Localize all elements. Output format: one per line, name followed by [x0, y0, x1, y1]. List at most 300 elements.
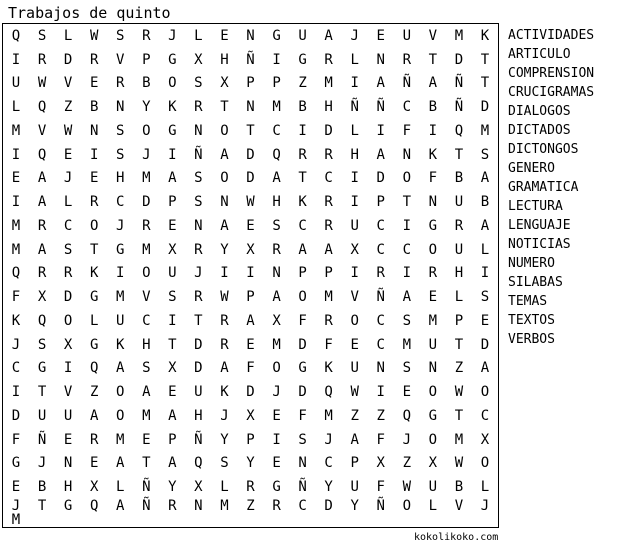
grid-cell: M: [272, 99, 281, 116]
grid-cell: X: [168, 241, 177, 258]
grid-cell: D: [11, 407, 21, 424]
grid-cell: D: [194, 360, 203, 377]
letter-grid: [3, 24, 498, 527]
grid-cell: I: [376, 384, 385, 401]
grid-cell: B: [454, 170, 464, 187]
grid-cell: Y: [220, 241, 229, 258]
grid-cell: U: [11, 75, 21, 92]
grid-cell: J: [11, 498, 21, 514]
grid-cell: A: [246, 312, 255, 329]
grid-cell: T: [142, 455, 151, 472]
grid-cell: U: [402, 27, 412, 44]
grid-cell: P: [376, 194, 385, 211]
grid-cell: L: [63, 194, 73, 211]
grid-cell: I: [168, 146, 177, 163]
grid-cell: F: [376, 431, 385, 448]
word-list-item: GENERO: [508, 161, 555, 176]
grid-cell: Q: [89, 360, 99, 377]
grid-cell: R: [428, 265, 438, 282]
grid-cell: D: [246, 146, 255, 163]
grid-cell: Ñ: [37, 431, 47, 448]
grid-cell: E: [480, 312, 490, 329]
grid-cell: J: [480, 498, 490, 514]
grid-cell: R: [298, 146, 307, 163]
grid-cell: E: [11, 170, 21, 187]
grid-cell: E: [11, 479, 21, 496]
grid-cell: I: [11, 194, 21, 211]
word-list-item: NOTICIAS: [508, 237, 571, 252]
word-list-item: SILABAS: [508, 275, 563, 290]
grid-cell: N: [116, 99, 125, 116]
grid-cell: U: [350, 479, 359, 496]
grid-cell: G: [89, 289, 99, 306]
grid-cell: O: [142, 122, 151, 139]
puzzle-title: Trabajos de quinto: [8, 4, 171, 22]
grid-cell: I: [298, 122, 307, 139]
grid-cell: O: [428, 384, 438, 401]
word-list-item: VERBOS: [508, 332, 555, 347]
grid-cell: D: [246, 170, 255, 187]
grid-cell: C: [116, 194, 125, 211]
grid-cell: G: [168, 122, 177, 139]
grid-cell: A: [220, 360, 229, 377]
grid-cell: D: [324, 498, 333, 514]
grid-cell: Y: [220, 431, 229, 448]
grid-cell: R: [37, 265, 47, 282]
grid-cell: F: [428, 170, 438, 187]
grid-cell: Y: [168, 479, 177, 496]
grid-cell: X: [246, 407, 255, 424]
grid-cell: K: [428, 146, 438, 163]
grid-cell: N: [220, 194, 229, 211]
grid-cell: O: [89, 217, 99, 234]
grid-cell: A: [324, 241, 333, 258]
grid-cell: F: [298, 407, 307, 424]
grid-cell: M: [402, 336, 412, 353]
grid-cell: V: [350, 289, 359, 306]
grid-cell: H: [454, 265, 464, 282]
grid-cell: E: [402, 384, 412, 401]
grid-cell: A: [298, 241, 307, 258]
grid-cell: J: [194, 265, 203, 282]
word-list-item: NUMERO: [508, 256, 555, 271]
grid-cell: H: [350, 146, 359, 163]
grid-cell: A: [480, 170, 490, 187]
grid-cell: I: [350, 75, 359, 92]
grid-cell: A: [480, 360, 490, 377]
grid-cell: E: [350, 336, 359, 353]
grid-cell: O: [116, 407, 125, 424]
word-list-item: LECTURA: [508, 199, 563, 214]
grid-cell: I: [428, 122, 438, 139]
grid-cell: A: [376, 146, 385, 163]
grid-cell: P: [246, 289, 255, 306]
grid-cell: J: [272, 384, 281, 401]
grid-cell: E: [246, 336, 255, 353]
grid-cell: Ñ: [194, 431, 203, 448]
grid-cell: R: [246, 479, 255, 496]
grid-cell: F: [298, 312, 307, 329]
grid-cell: I: [480, 265, 490, 282]
grid-cell: R: [324, 51, 333, 68]
grid-cell: V: [37, 122, 47, 139]
grid-cell: D: [480, 99, 490, 116]
grid-cell: U: [116, 312, 125, 329]
grid-cell: C: [376, 241, 385, 258]
grid-cell: A: [402, 289, 412, 306]
grid-cell: K: [298, 194, 307, 211]
grid-cell: E: [220, 27, 229, 44]
grid-cell: M: [142, 241, 151, 258]
grid-cell: B: [480, 194, 490, 211]
grid-cell: Q: [37, 312, 47, 329]
word-list-item: COMPRENSION: [508, 66, 595, 81]
grid-cell: G: [168, 51, 177, 68]
grid-cell: O: [272, 360, 281, 377]
grid-cell: W: [402, 479, 412, 496]
grid-cell: Ñ: [376, 289, 385, 306]
grid-cell: M: [324, 289, 333, 306]
grid-cell: E: [89, 75, 99, 92]
grid-cell: N: [194, 498, 203, 514]
grid-cell: H: [116, 170, 125, 187]
grid-cell: V: [63, 384, 73, 401]
grid-cell: R: [194, 289, 203, 306]
grid-cell: N: [246, 27, 255, 44]
grid-cell: Z: [376, 407, 385, 424]
grid-cell: A: [37, 194, 47, 211]
grid-cell: L: [350, 51, 359, 68]
grid-cell: K: [480, 27, 490, 44]
grid-cell: O: [402, 170, 412, 187]
grid-cell: A: [142, 384, 151, 401]
grid-cell: P: [142, 51, 151, 68]
word-list-item: DICTONGOS: [508, 142, 579, 157]
grid-cell: S: [37, 336, 47, 353]
grid-cell: G: [272, 27, 281, 44]
grid-cell: L: [480, 479, 490, 496]
grid-cell: A: [116, 360, 125, 377]
grid-cell: R: [89, 431, 99, 448]
grid-cell: F: [11, 431, 21, 448]
grid-cell: Q: [272, 146, 281, 163]
grid-cell: I: [402, 217, 412, 234]
grid-cell: O: [220, 122, 229, 139]
grid-cell: H: [63, 479, 73, 496]
grid-cell: D: [142, 194, 151, 211]
grid-cell: H: [194, 407, 203, 424]
grid-cell: Z: [89, 384, 99, 401]
grid-cell: R: [272, 498, 281, 514]
grid-cell: E: [246, 217, 255, 234]
grid-cell: D: [376, 170, 385, 187]
grid-cell: J: [324, 431, 333, 448]
grid-cell: R: [37, 217, 47, 234]
grid-cell: R: [324, 217, 333, 234]
grid-cell: I: [350, 170, 359, 187]
grid-cell: N: [194, 217, 203, 234]
grid-cell: T: [298, 170, 307, 187]
grid-cell: L: [89, 312, 99, 329]
grid-cell: K: [89, 265, 99, 282]
grid-cell: F: [324, 336, 333, 353]
grid-cell: C: [376, 312, 385, 329]
grid-cell: S: [298, 431, 307, 448]
grid-cell: Q: [324, 384, 333, 401]
grid-cell: U: [37, 407, 47, 424]
grid-cell: M: [454, 27, 464, 44]
grid-cell: R: [324, 312, 333, 329]
grid-cell: F: [246, 360, 255, 377]
grid-cell: D: [298, 384, 307, 401]
grid-cell: I: [11, 146, 21, 163]
grid-cell: W: [454, 384, 464, 401]
grid-cell: R: [37, 51, 47, 68]
grid-cell: S: [116, 27, 125, 44]
grid-cell: V: [454, 498, 464, 514]
grid-cell: C: [402, 99, 412, 116]
grid-cell: L: [454, 289, 464, 306]
grid-cell: U: [350, 360, 359, 377]
grid-cell: R: [272, 241, 281, 258]
grid-cell: G: [298, 51, 307, 68]
word-list-item: GRAMATICA: [508, 180, 579, 195]
grid-cell: J: [37, 455, 47, 472]
grid-cell: M: [324, 407, 333, 424]
grid-cell: S: [480, 289, 490, 306]
grid-cell: I: [11, 51, 21, 68]
grid-cell: R: [324, 146, 333, 163]
grid-cell: V: [116, 51, 125, 68]
grid-cell: G: [298, 360, 307, 377]
grid-cell: L: [428, 498, 438, 514]
grid-cell: C: [402, 241, 412, 258]
grid-cell: A: [116, 455, 125, 472]
grid-cell: E: [63, 431, 73, 448]
grid-cell: Q: [11, 27, 21, 44]
grid-cell: A: [220, 146, 229, 163]
grid-cell: A: [168, 455, 177, 472]
grid-cell: T: [480, 75, 490, 92]
grid-cell: R: [220, 312, 229, 329]
grid-cell: Z: [454, 360, 464, 377]
grid-cell: M: [480, 122, 490, 139]
grid-cell: X: [376, 455, 385, 472]
grid-cell: K: [168, 99, 177, 116]
grid-cell: G: [428, 217, 438, 234]
grid-cell: L: [11, 99, 21, 116]
grid-cell: S: [116, 146, 125, 163]
grid-cell: Ñ: [194, 146, 203, 163]
grid-cell: O: [116, 384, 125, 401]
grid-cell: Y: [324, 479, 333, 496]
grid-cell: Z: [246, 498, 255, 514]
grid-cell: I: [350, 265, 359, 282]
grid-cell: W: [63, 122, 73, 139]
grid-cell: M: [11, 241, 21, 258]
grid-cell: I: [63, 360, 73, 377]
grid-cell: J: [63, 170, 73, 187]
grid-cell: A: [220, 217, 229, 234]
grid-cell: R: [324, 194, 333, 211]
grid-cell: T: [194, 312, 203, 329]
grid-cell: X: [194, 51, 203, 68]
grid-cell: E: [142, 431, 151, 448]
grid-cell: Ñ: [142, 479, 151, 496]
grid-cell: O: [168, 75, 177, 92]
grid-cell: J: [168, 27, 177, 44]
grid-cell: S: [37, 27, 47, 44]
grid-cell: U: [428, 336, 438, 353]
grid-cell: R: [376, 265, 385, 282]
grid-cell: C: [376, 217, 385, 234]
grid-cell: X: [220, 75, 229, 92]
grid-cell: R: [220, 336, 229, 353]
grid-cell: R: [194, 241, 203, 258]
grid-cell: U: [298, 27, 307, 44]
grid-cell: K: [324, 360, 333, 377]
grid-cell: B: [142, 75, 151, 92]
grid-cell: A: [116, 498, 125, 514]
word-list-item: LENGUAJE: [508, 218, 571, 233]
word-list-item: DIALOGOS: [508, 104, 571, 119]
grid-cell: L: [480, 241, 490, 258]
grid-cell: N: [89, 122, 99, 139]
grid-cell: N: [376, 51, 385, 68]
grid-cell: C: [142, 312, 151, 329]
grid-cell: T: [454, 336, 464, 353]
grid-cell: Z: [298, 75, 307, 92]
grid-cell: M: [11, 122, 21, 139]
grid-cell: O: [142, 265, 151, 282]
grid-cell: N: [63, 455, 73, 472]
grid-cell: S: [194, 194, 203, 211]
grid-cell: P: [272, 75, 281, 92]
grid-cell: G: [63, 498, 73, 514]
grid-cell: P: [298, 265, 307, 282]
grid-cell: R: [168, 498, 177, 514]
grid-cell: H: [272, 194, 281, 211]
grid-cell: G: [37, 360, 47, 377]
grid-cell: P: [168, 431, 177, 448]
grid-cell: E: [168, 384, 177, 401]
grid-cell: Ñ: [142, 498, 151, 514]
grid-cell: R: [142, 27, 151, 44]
grid-cell: C: [324, 455, 333, 472]
grid-cell: R: [454, 217, 464, 234]
word-list: [508, 26, 594, 349]
grid-cell: E: [272, 455, 281, 472]
grid-cell: L: [116, 479, 125, 496]
site-credit: kokolikoko.com: [414, 532, 499, 543]
grid-cell: R: [402, 51, 412, 68]
grid-cell: Q: [194, 455, 203, 472]
grid-cell: W: [350, 384, 359, 401]
grid-cell: H: [324, 99, 333, 116]
grid-cell: Q: [454, 122, 464, 139]
grid-cell: T: [168, 336, 177, 353]
grid-cell: T: [220, 99, 229, 116]
grid-cell: W: [220, 289, 229, 306]
grid-cell: W: [89, 27, 99, 44]
grid-cell: J: [350, 27, 359, 44]
grid-cell: A: [37, 241, 47, 258]
grid-cell: Y: [350, 498, 359, 514]
grid-cell: N: [402, 146, 412, 163]
grid-cell: A: [324, 27, 333, 44]
grid-cell: J: [402, 431, 412, 448]
grid-cell: X: [168, 360, 177, 377]
grid-cell: T: [402, 194, 412, 211]
grid-cell: Q: [37, 146, 47, 163]
grid-cell: I: [116, 265, 125, 282]
grid-cell: A: [37, 170, 47, 187]
grid-cell: O: [220, 170, 229, 187]
grid-cell: X: [194, 479, 203, 496]
grid-cell: G: [116, 241, 125, 258]
grid-cell: X: [37, 289, 47, 306]
grid-cell: D: [480, 336, 490, 353]
grid-cell: R: [116, 75, 125, 92]
grid-cell: C: [298, 498, 307, 514]
grid-cell: D: [194, 336, 203, 353]
grid-cell: T: [428, 51, 438, 68]
grid-cell: O: [402, 498, 412, 514]
grid-cell: T: [89, 241, 99, 258]
grid-cell: Q: [89, 498, 99, 514]
grid-cell: I: [376, 122, 385, 139]
word-list-item: CRUCIGRAMAS: [508, 85, 595, 100]
grid-cell: X: [246, 241, 255, 258]
grid-cell: C: [376, 336, 385, 353]
grid-cell: I: [272, 51, 281, 68]
grid-cell: M: [272, 336, 281, 353]
grid-cell: L: [350, 122, 359, 139]
grid-cell: O: [428, 241, 438, 258]
grid-cell: M: [116, 289, 125, 306]
grid-cell: N: [246, 99, 255, 116]
grid-cell: V: [428, 27, 438, 44]
grid-cell: A: [272, 289, 281, 306]
grid-cell: F: [11, 289, 21, 306]
grid-cell: U: [350, 217, 359, 234]
grid-cell: B: [37, 479, 47, 496]
grid-cell: F: [376, 479, 385, 496]
grid-cell: G: [11, 455, 21, 472]
grid-cell: C: [324, 170, 333, 187]
grid-cell: A: [89, 407, 99, 424]
grid-cell: U: [428, 479, 438, 496]
grid-cell: Ñ: [376, 498, 385, 514]
grid-cell: S: [480, 146, 490, 163]
grid-cell: R: [63, 265, 73, 282]
grid-cell: A: [350, 431, 359, 448]
grid-cell: O: [480, 384, 490, 401]
grid-cell: P: [168, 194, 177, 211]
grid-cell: R: [89, 194, 99, 211]
grid-cell: M: [220, 498, 229, 514]
word-list-item: ACTIVIDADES: [508, 28, 595, 43]
grid-cell: C: [480, 407, 490, 424]
grid-cell: F: [402, 122, 412, 139]
grid-cell: B: [298, 99, 307, 116]
grid-cell: Q: [11, 265, 21, 282]
word-list-item: DICTADOS: [508, 123, 571, 138]
grid-cell: R: [142, 217, 151, 234]
grid-cell: W: [37, 75, 47, 92]
grid-cell: N: [298, 455, 307, 472]
grid-cell: Ñ: [454, 99, 464, 116]
